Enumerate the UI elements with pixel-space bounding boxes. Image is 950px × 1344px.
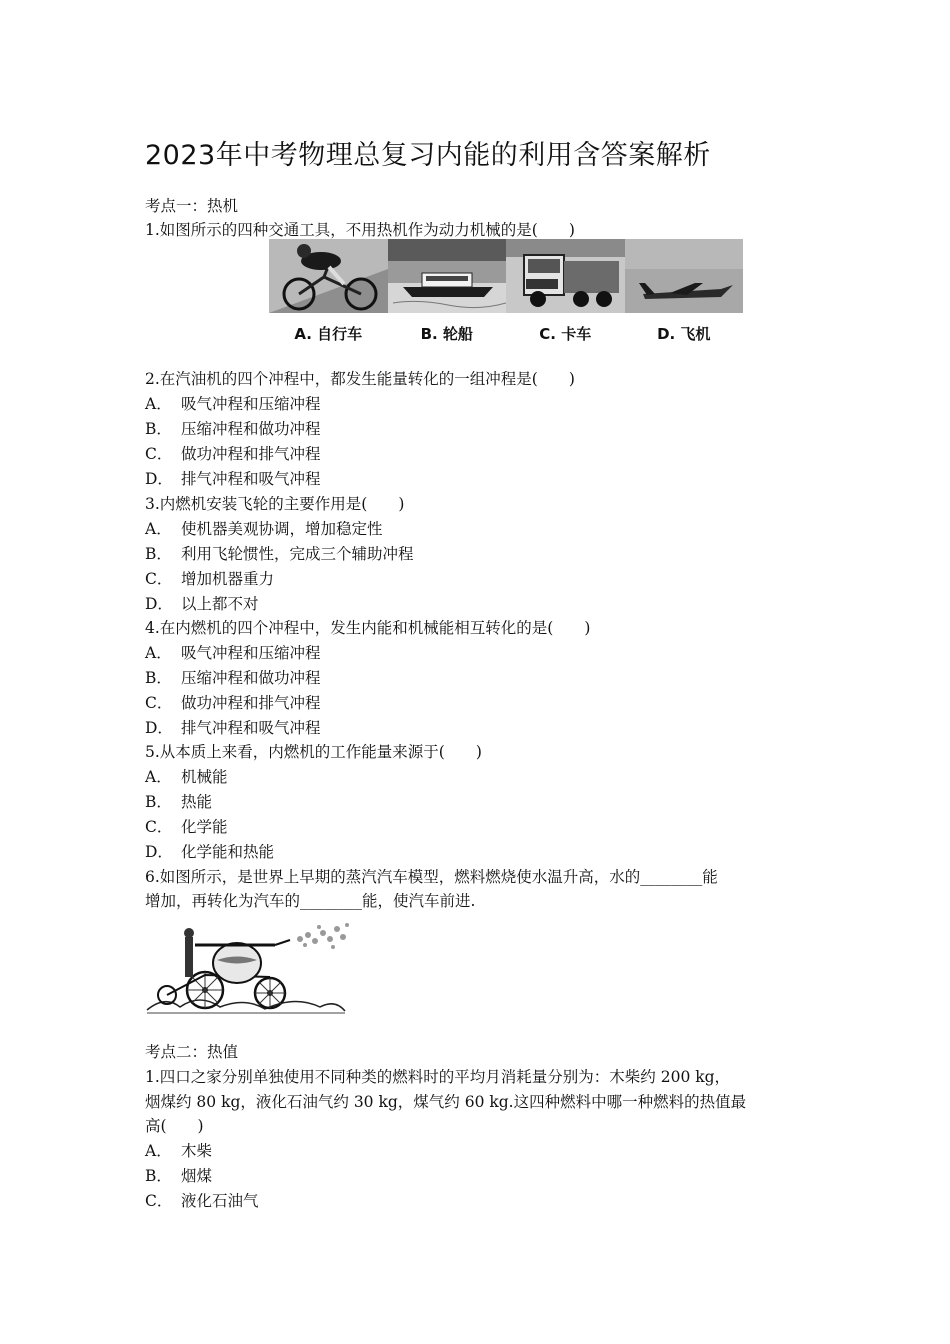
- question-text: 4.在内燃机的四个冲程中，发生内能和机械能相互转化的是( ): [145, 619, 591, 637]
- option-text: 做功冲程和排气冲程: [181, 445, 321, 463]
- option-letter: D．: [145, 843, 173, 861]
- option-letter: C．: [145, 694, 173, 712]
- vehicle-figure: [269, 239, 743, 313]
- option-item: [145, 668, 321, 688]
- option-letter: A．: [145, 1142, 172, 1160]
- option-item: [145, 419, 321, 439]
- question-text: 2.在汽油机的四个冲程中，都发生能量转化的一组冲程是( ): [145, 370, 575, 388]
- option-item: [145, 1166, 212, 1186]
- option-letter: B．: [145, 420, 172, 438]
- option-text: 以上都不对: [181, 595, 259, 613]
- option-letter: C．: [145, 445, 173, 463]
- ship-image: [388, 239, 507, 313]
- option-letter: D．: [145, 470, 173, 488]
- option-letter: A．: [145, 520, 172, 538]
- vehicle-captions: [269, 323, 743, 344]
- option-text: 液化石油气: [181, 1192, 259, 1210]
- option-item: [145, 643, 321, 663]
- option-text: 化学能: [181, 818, 228, 836]
- option-text: 烟煤: [181, 1167, 213, 1185]
- option-item: [145, 444, 321, 464]
- document-title: 2023年中考物理总复习内能的利用含答案解析: [145, 140, 711, 171]
- option-text: 增加机器重力: [181, 570, 275, 588]
- question-text: 1.四口之家分别单独使用不同种类的燃料时的平均月消耗量分别为：木柴约 200 kg，: [145, 1068, 731, 1086]
- option-text: 排气冲程和吸气冲程: [181, 719, 321, 737]
- option-item: [145, 469, 321, 489]
- option-letter: B．: [145, 1167, 172, 1185]
- option-item: [145, 817, 228, 837]
- section-heading: 考点二：热值: [145, 1043, 239, 1061]
- caption-airplane: D. 飞机: [657, 325, 711, 343]
- option-item: [145, 569, 274, 589]
- option-item: [145, 594, 259, 614]
- option-text: 压缩冲程和做功冲程: [181, 669, 321, 687]
- option-letter: B．: [145, 669, 172, 687]
- option-text: 吸气冲程和压缩冲程: [181, 395, 321, 413]
- option-item: [145, 519, 383, 539]
- option-letter: B．: [145, 545, 172, 563]
- option-text: 机械能: [181, 768, 228, 786]
- option-letter: C．: [145, 1192, 173, 1210]
- option-text: 压缩冲程和做功冲程: [181, 420, 321, 438]
- caption-truck: C. 卡车: [539, 325, 592, 343]
- question-text: 5.从本质上来看，内燃机的工作能量来源于( ): [145, 743, 482, 761]
- question-text: 烟煤约 80 kg，液化石油气约 30 kg，煤气约 60 kg.这四种燃料中哪一种燃料的热值最: [145, 1093, 747, 1111]
- option-letter: D．: [145, 719, 173, 737]
- option-text: 化学能和热能: [181, 843, 275, 861]
- question-text: 高( ): [145, 1117, 204, 1135]
- option-text: 利用飞轮惯性，完成三个辅助冲程: [181, 545, 414, 563]
- option-item: [145, 767, 228, 787]
- option-text: 排气冲程和吸气冲程: [181, 470, 321, 488]
- steam-car-figure: [145, 915, 355, 1020]
- airplane-image: [625, 239, 744, 313]
- option-letter: D．: [145, 595, 173, 613]
- bicycle-image: [269, 239, 388, 313]
- question-text: 增加，再转化为汽车的________能，使汽车前进.: [145, 892, 476, 910]
- option-item: [145, 1191, 259, 1211]
- option-item: [145, 792, 212, 812]
- option-item: [145, 693, 321, 713]
- option-item: [145, 842, 274, 862]
- option-text: 做功冲程和排气冲程: [181, 694, 321, 712]
- option-letter: B．: [145, 793, 172, 811]
- option-text: 木柴: [181, 1142, 213, 1160]
- section-heading: 考点一：热机: [145, 197, 239, 215]
- option-text: 吸气冲程和压缩冲程: [181, 644, 321, 662]
- caption-bicycle: A. 自行车: [294, 325, 363, 343]
- option-letter: C．: [145, 818, 173, 836]
- caption-ship: B. 轮船: [420, 325, 473, 343]
- option-letter: A．: [145, 768, 172, 786]
- truck-image: [506, 239, 625, 313]
- option-item: [145, 718, 321, 738]
- option-item: [145, 1141, 212, 1161]
- question-text: 3.内燃机安装飞轮的主要作用是( ): [145, 495, 405, 513]
- question-text: 6.如图所示，是世界上早期的蒸汽汽车模型，燃料燃烧使水温升高，水的________能: [145, 868, 718, 886]
- option-item: [145, 544, 414, 564]
- option-letter: C．: [145, 570, 173, 588]
- question-text: 1.如图所示的四种交通工具，不用热机作为动力机械的是( ): [145, 221, 575, 239]
- option-item: [145, 394, 321, 414]
- option-letter: A．: [145, 395, 172, 413]
- option-letter: A．: [145, 644, 172, 662]
- option-text: 使机器美观协调，增加稳定性: [181, 520, 383, 538]
- option-text: 热能: [181, 793, 213, 811]
